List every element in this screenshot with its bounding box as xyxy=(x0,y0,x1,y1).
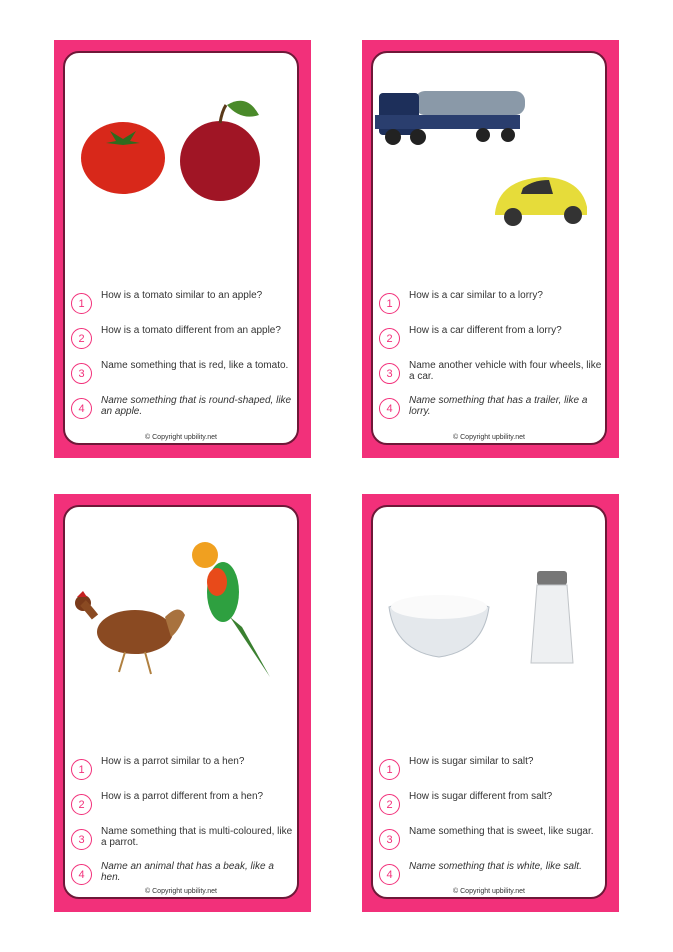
card-inner xyxy=(371,51,607,445)
question-3: Name something that is sweet, like sugar. xyxy=(409,826,594,837)
hen-parrot-image xyxy=(65,507,297,737)
question-1: How is a parrot similar to a hen? xyxy=(101,756,245,767)
question-4: Name something that is white, like salt. xyxy=(409,861,582,872)
question-4: Name something that is round-shaped, like an apple. xyxy=(101,395,292,417)
number-3-badge: 3 xyxy=(71,829,92,850)
tomato-apple-image xyxy=(65,53,297,283)
card-parrot-hen xyxy=(54,494,311,912)
number-4-badge: 4 xyxy=(379,864,400,885)
copyright: © Copyright upbility.net xyxy=(145,888,217,895)
copyright: © Copyright upbility.net xyxy=(145,434,217,441)
question-2: How is a tomato different from an apple? xyxy=(101,325,281,336)
question-2: How is sugar different from salt? xyxy=(409,791,553,802)
question-1: How is a tomato similar to an apple? xyxy=(101,290,263,301)
number-4-badge: 4 xyxy=(71,398,92,419)
number-1-badge: 1 xyxy=(71,293,92,314)
number-4-badge: 4 xyxy=(71,864,92,885)
card-sugar-salt xyxy=(362,494,619,912)
number-1-badge: 1 xyxy=(71,759,92,780)
question-1: How is sugar similar to salt? xyxy=(409,756,534,767)
card-inner xyxy=(371,505,607,899)
sugar-salt-image xyxy=(373,507,605,737)
question-1: How is a car similar to a lorry? xyxy=(409,290,543,301)
question-3: Name something that is multi-coloured, like a parrot. xyxy=(101,826,293,848)
question-4: Name something that has a trailer, like a lorry. xyxy=(409,395,588,417)
number-3-badge: 3 xyxy=(379,829,400,850)
number-2-badge: 2 xyxy=(379,328,400,349)
card-tomato-apple xyxy=(54,40,311,458)
number-3-badge: 3 xyxy=(71,363,92,384)
copyright: © Copyright upbility.net xyxy=(453,434,525,441)
number-1-badge: 1 xyxy=(379,759,400,780)
copyright: © Copyright upbility.net xyxy=(453,888,525,895)
number-2-badge: 2 xyxy=(71,794,92,815)
lorry-car-image xyxy=(373,53,605,283)
question-2: How is a parrot different from a hen? xyxy=(101,791,264,802)
number-2-badge: 2 xyxy=(379,794,400,815)
number-2-badge: 2 xyxy=(71,328,92,349)
number-3-badge: 3 xyxy=(379,363,400,384)
question-2: How is a car different from a lorry? xyxy=(409,325,562,336)
question-3: Name something that is red, like a tomato. xyxy=(101,360,289,371)
number-1-badge: 1 xyxy=(379,293,400,314)
question-4: Name an animal that has a beak, like a hen. xyxy=(101,861,274,883)
card-inner xyxy=(63,51,299,445)
card-inner xyxy=(63,505,299,899)
question-3: Name another vehicle with four wheels, like a car. xyxy=(409,360,602,382)
card-car-lorry xyxy=(362,40,619,458)
number-4-badge: 4 xyxy=(379,398,400,419)
